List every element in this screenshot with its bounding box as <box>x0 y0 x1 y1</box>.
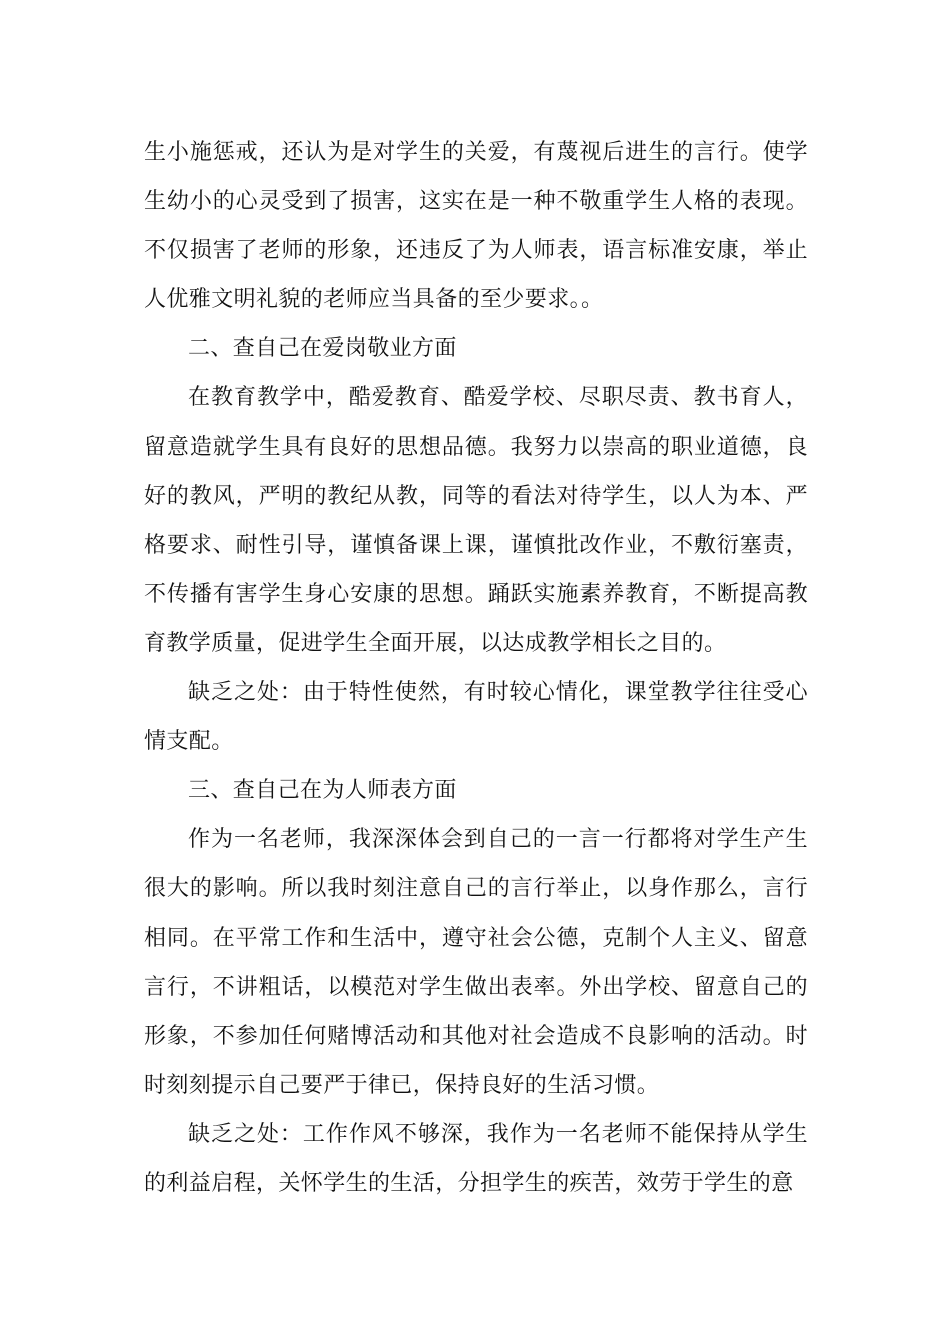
paragraph-role-model: 作为一名老师，我深深体会到自己的一言一行都将对学生产生很大的影响。所以我时刻注意自己的言行举止，以身作那么，言行相同。在平常工作和生活中，遵守社会公德，克制个人主义、留意言行，不讲粗话，以模范对学生做出表率。外出学校、留意自己的形象，不参加任何赌博活动和其他对社会造成不良影响的活动。时时刻刻提示自己要严于律已，保持良好的生活习惯。 <box>144 827 808 1098</box>
paragraph-shortcoming-2: 缺乏之处：工作作风不够深，我作为一名老师不能保持从学生的利益启程，关怀学生的生活，分担学生的疾苦，效劳于学生的意 <box>144 1121 808 1196</box>
section-heading-role-model: 三、查自己在为人师表方面 <box>188 778 457 804</box>
section-heading-dedication: 二、查自己在爱岗敬业方面 <box>188 336 457 362</box>
paragraph-shortcoming-1: 缺乏之处：由于特性使然，有时较心情化，课堂教学往往受心情支配。 <box>144 680 808 755</box>
paragraph-continuation: 生小施惩戒，还认为是对学生的关爱，有蔑视后进生的言行。使学生幼小的心灵受到了损害，这实在是一种不敬重学生人格的表现。不仅损害了老师的形象，还违反了为人师表，语言标准安康，举止人优雅文明礼貌的老师应当具备的至少要求。。 <box>144 140 808 313</box>
document-body <box>144 128 808 1208</box>
paragraph-dedication: 在教育教学中，酷爱教育、酷爱学校、尽职尽责、教书育人，留意造就学生具有良好的思想品德。我努力以崇高的职业道德，良好的教风，严明的教纪从教，同等的看法对待学生，以人为本、严格要求、耐性引导，谨慎备课上课，谨慎批改作业，不敷衍塞责，不传播有害学生身心安康的思想。踊跃实施素养教育，不断提高教育教学质量，促进学生全面开展，以达成教学相长之目的。 <box>144 385 808 656</box>
